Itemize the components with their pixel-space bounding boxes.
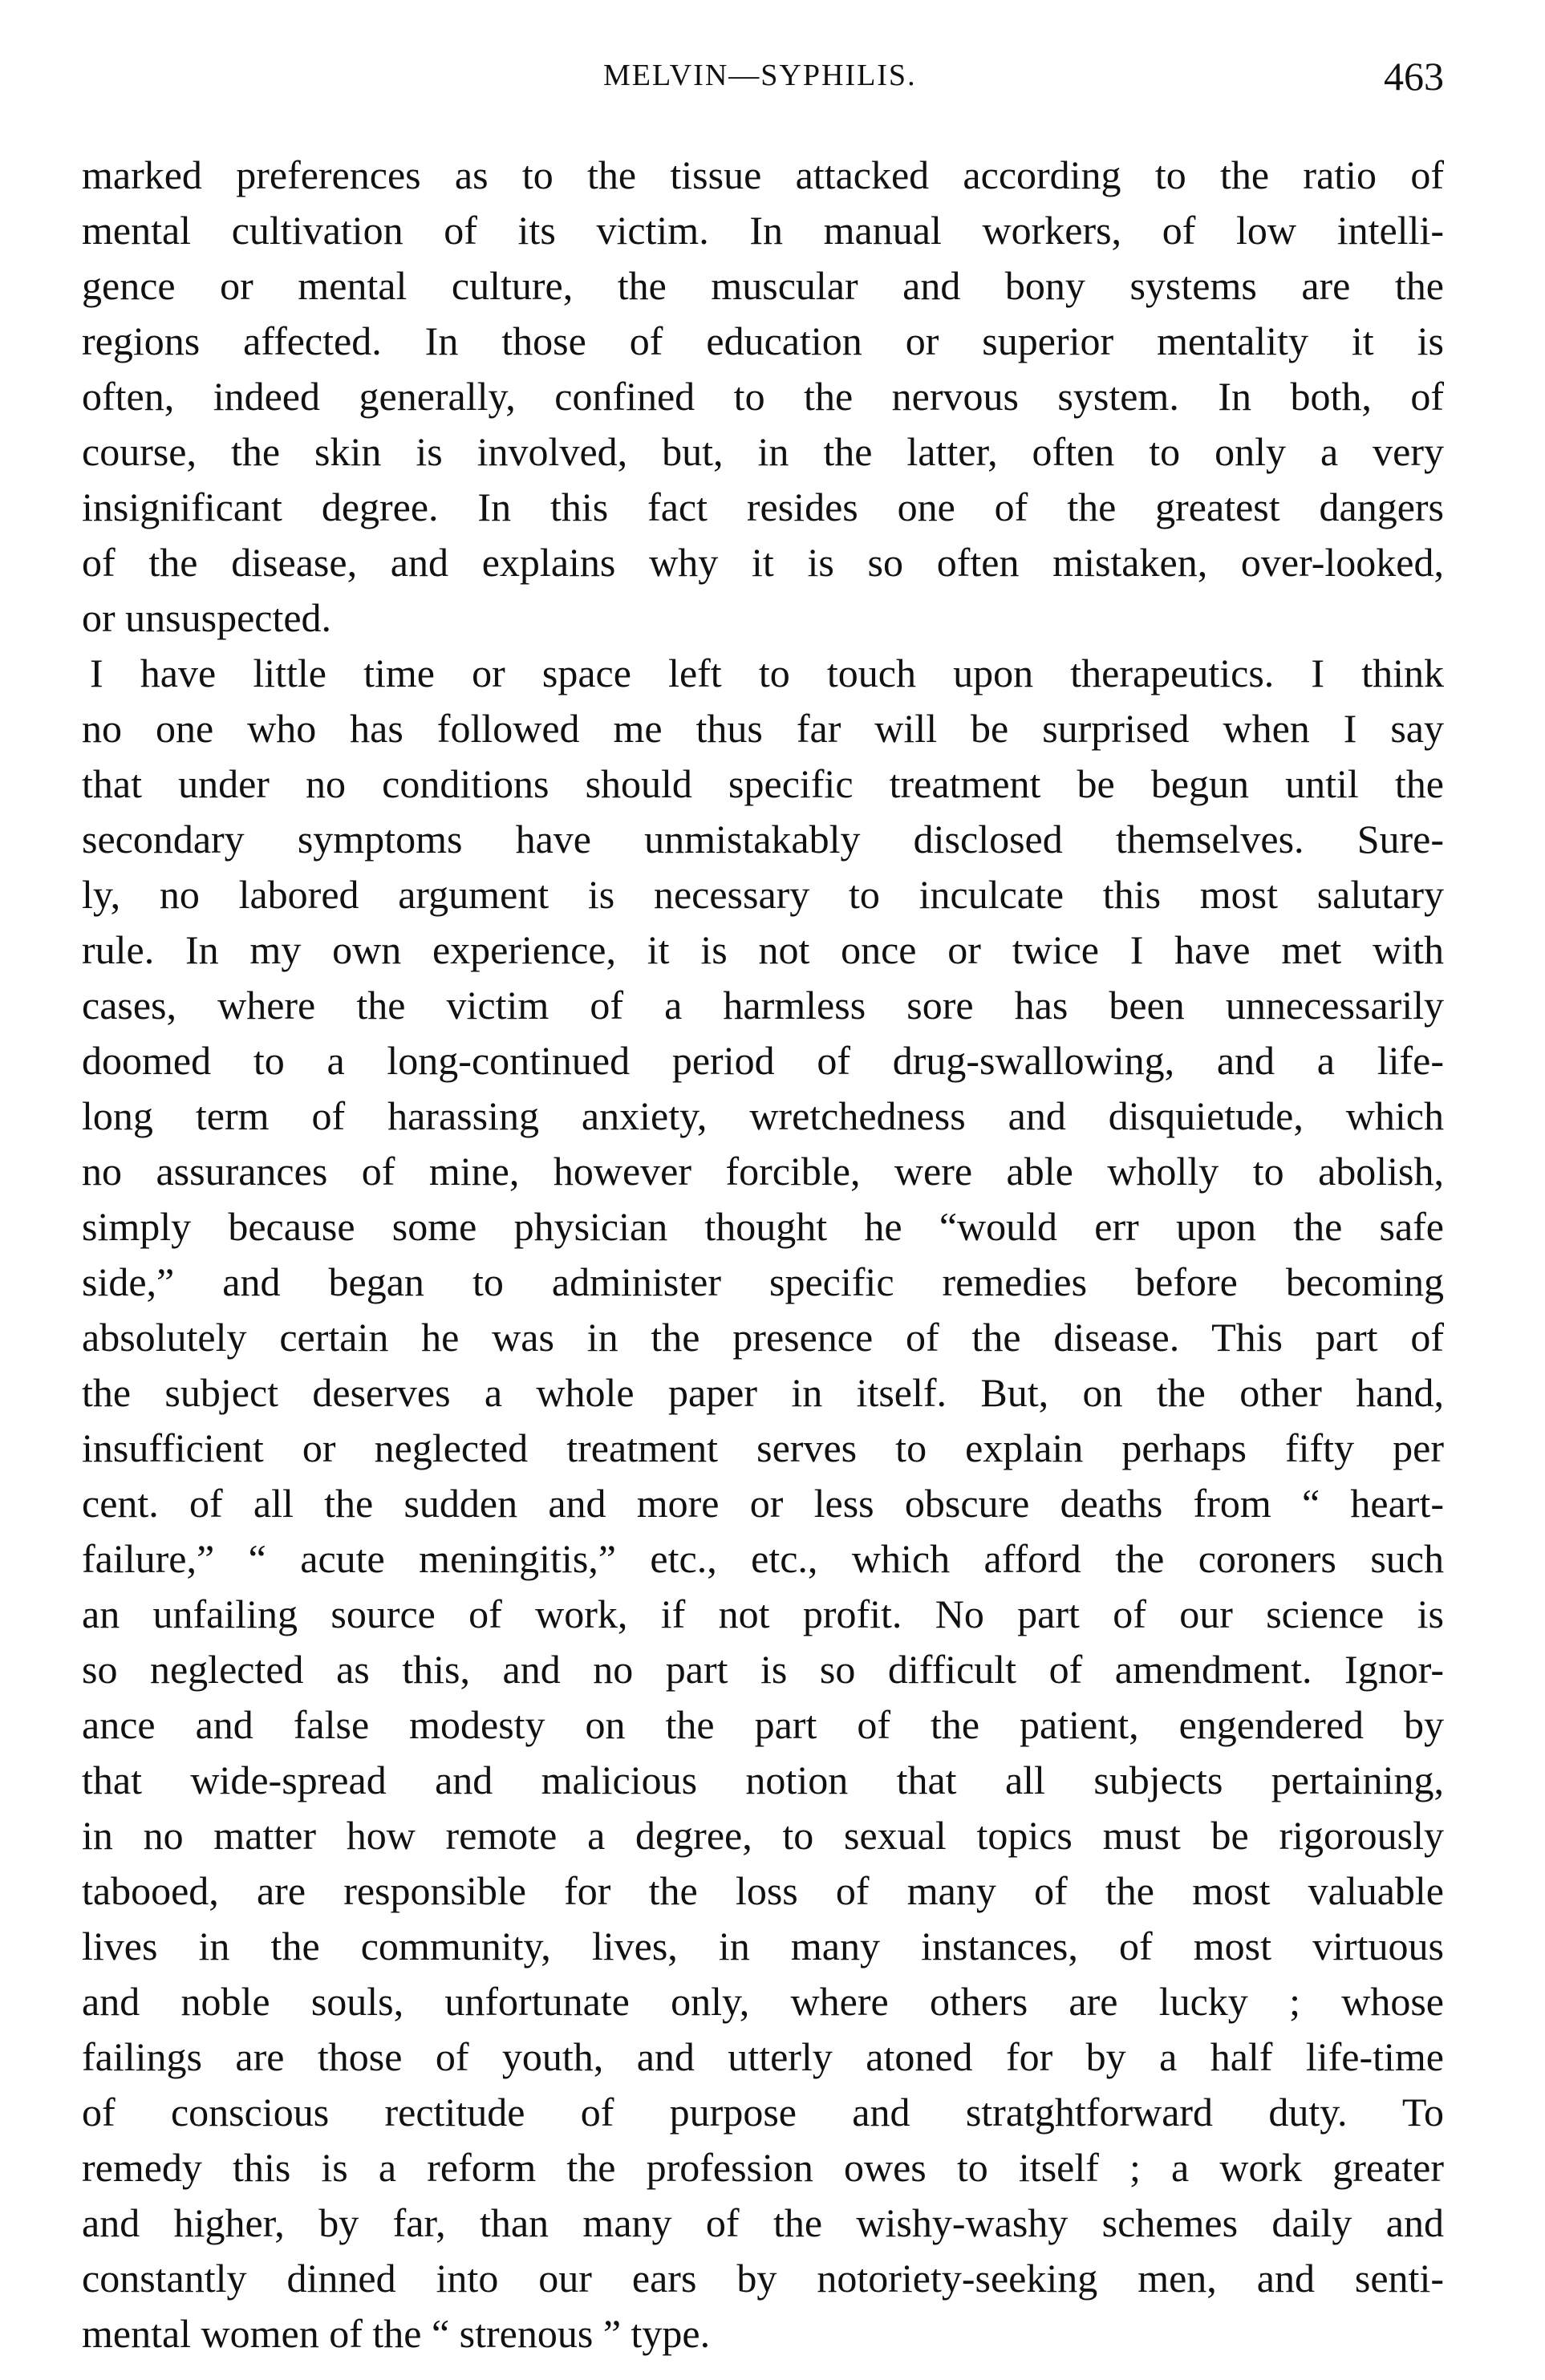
text-line: lives in the community, lives, in many instances, of most virtuous: [82, 1924, 1444, 1968]
text-line: the subject deserves a whole paper in itself. But, on the other hand,: [82, 1370, 1444, 1415]
text-line: marked preferences as to the tissue attacked according to the ratio of: [82, 152, 1444, 197]
text-line: of the disease, and explains why it is so often mistaken, over-looked,: [82, 540, 1444, 585]
text-line: course, the skin is involved, but, in the latter, often to only a very: [82, 429, 1444, 474]
text-line: or unsuspected.: [82, 595, 332, 640]
running-title: MELVIN—SYPHILIS.: [603, 59, 917, 92]
text-line: ance and false modesty on the part of the patient, engendered by: [82, 1702, 1444, 1747]
text-line: mental cultivation of its victim. In manual workers, of low intelli-: [82, 208, 1444, 253]
text-line: I have little time or space left to touch upon therapeutics. I think: [90, 651, 1444, 695]
text-line: cent. of all the sudden and more or less obscure deaths from “ heart-: [82, 1481, 1444, 1526]
text-line: regions affected. In those of education or superior mentality it is: [82, 318, 1444, 363]
text-line: insignificant degree. In this fact resides one of the greatest dangers: [82, 485, 1444, 529]
text-line: absolutely certain he was in the presence of the disease. This part of: [82, 1315, 1444, 1360]
text-line: and noble souls, unfortunate only, where others are lucky ; whose: [82, 1979, 1444, 2024]
text-line: tabooed, are responsible for the loss of many of the most valuable: [82, 1868, 1444, 1913]
body-text: [82, 148, 1444, 2362]
text-line: often, indeed generally, confined to the nervous system. In both, of: [82, 374, 1444, 419]
text-line: cases, where the victim of a harmless sore has been unnecessarily: [82, 983, 1444, 1028]
text-line: mental women of the “ strenous ” type.: [82, 2311, 711, 2356]
text-line: ly, no labored argument is necessary to inculcate this most salutary: [82, 872, 1444, 917]
text-line: failings are those of youth, and utterly atoned for by a half life-time: [82, 2034, 1444, 2079]
text-line: that under no conditions should specific treatment be begun until the: [82, 761, 1444, 806]
text-line: doomed to a long-continued period of drug-swallowing, and a life-: [82, 1038, 1444, 1083]
page-number: 463: [1384, 54, 1444, 99]
text-line: gence or mental culture, the muscular and bony systems are the: [82, 263, 1444, 308]
text-line: and higher, by far, than many of the wishy-washy schemes daily and: [82, 2200, 1444, 2245]
text-line: insufficient or neglected treatment serves to explain perhaps fifty per: [82, 1425, 1444, 1470]
text-line: so neglected as this, and no part is so difficult of amendment. Ignor-: [82, 1647, 1444, 1692]
text-line: constantly dinned into our ears by notoriety-seeking men, and senti-: [82, 2256, 1444, 2301]
running-head: [82, 54, 1444, 106]
text-line: side,” and began to administer specific remedies before becoming: [82, 1259, 1444, 1304]
text-line: remedy this is a reform the profession owes to itself ; a work greater: [82, 2145, 1444, 2190]
text-line: in no matter how remote a degree, to sexual topics must be rigorously: [82, 1813, 1444, 1858]
text-line: of conscious rectitude of purpose and stratghtforward duty. To: [82, 2090, 1444, 2135]
text-line: failure,” “ acute meningitis,” etc., etc., which afford the coroners such: [82, 1536, 1444, 1581]
text-line: an unfailing source of work, if not profit. No part of our science is: [82, 1591, 1444, 1636]
text-line: no one who has followed me thus far will be surprised when I say: [82, 706, 1444, 751]
text-line: long term of harassing anxiety, wretchedness and disquietude, which: [82, 1093, 1444, 1138]
text-line: that wide-spread and malicious notion that all subjects pertaining,: [82, 1758, 1444, 1802]
text-line: no assurances of mine, however forcible, were able wholly to abolish,: [82, 1149, 1444, 1194]
text-line: rule. In my own experience, it is not once or twice I have met with: [82, 927, 1444, 972]
text-line: simply because some physician thought he “would err upon the safe: [82, 1204, 1444, 1249]
text-line: secondary symptoms have unmistakably disclosed themselves. Sure-: [82, 817, 1444, 862]
